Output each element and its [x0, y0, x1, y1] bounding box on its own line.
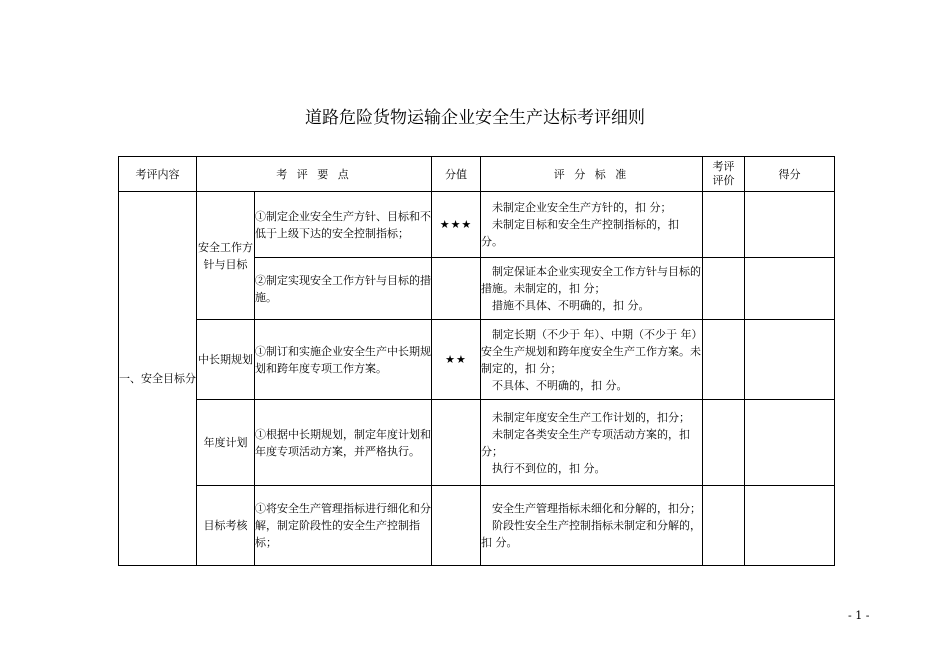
criteria-cell: [481, 320, 703, 400]
criteria-line: 执行不到位的，扣 分。: [492, 461, 606, 475]
point-cell: ①根据中长期规划，制定年度计划和年度专项活动方案，并严格执行。: [255, 400, 432, 486]
table-row: [119, 320, 835, 400]
criteria-line: 阶段性安全生产控制指标未制定和分解的，扣 分。: [481, 519, 701, 549]
evaluation-cell: [703, 258, 745, 320]
sub-item-cell: 目标考核: [197, 486, 255, 566]
result-cell: [745, 320, 835, 400]
header-criteria: 评 分 标 准: [481, 157, 703, 192]
evaluation-cell: [703, 192, 745, 258]
sub-item-cell: 安全工作方针与目标: [197, 192, 255, 320]
category-cell: 一、安全目标分: [119, 192, 197, 566]
score-cell: [432, 486, 481, 566]
evaluation-table: [118, 156, 835, 566]
table-row: [119, 400, 835, 486]
header-score: 分值: [432, 157, 481, 192]
criteria-line: 安全生产管理指标未细化和分解的，扣分；: [492, 502, 701, 515]
result-cell: [745, 400, 835, 486]
sub-item-cell: 中长期规划: [197, 320, 255, 400]
result-cell: [745, 258, 835, 320]
criteria-line: 未制定企业安全生产方针的，扣 分；: [492, 201, 672, 214]
table-row: [119, 486, 835, 566]
point-cell: ①将安全生产管理指标进行细化和分解，制定阶段性的安全生产控制指标；: [255, 486, 432, 566]
criteria-line: 措施不具体、不明确的，扣 分。: [492, 299, 650, 312]
criteria-cell: [481, 258, 703, 320]
criteria-line: 制定长期（不少于 年）、中期（不少于 年）安全生产规划和跨年度安全生产工作方案。未制定的，扣 分；: [481, 327, 701, 375]
sub-item-cell: 年度计划: [197, 400, 255, 486]
criteria-cell: [481, 486, 703, 566]
header-points: 考 评 要 点: [197, 157, 432, 192]
criteria-line: 制定保证本企业实现安全工作方针与目标的措施。未制定的，扣 分；: [481, 265, 701, 295]
result-cell: [745, 192, 835, 258]
header-result: 得分: [745, 157, 835, 192]
page-number: - 1 -: [848, 609, 870, 622]
score-cell: [432, 400, 481, 486]
criteria-cell: [481, 400, 703, 486]
criteria-cell: [481, 192, 703, 258]
header-content: 考评内容: [119, 157, 197, 192]
evaluation-cell: [703, 486, 745, 566]
score-cell: ★★★: [432, 192, 481, 258]
point-cell: ①制定企业安全生产方针、目标和不低于上级下达的安全控制指标；: [255, 192, 432, 258]
criteria-line: 未制定年度安全生产工作计划的，扣分；: [492, 410, 690, 424]
point-cell: ②制定实现安全工作方针与目标的措施。: [255, 258, 432, 320]
criteria-line: 未制定各类安全生产专项活动方案的，扣 分；: [481, 427, 690, 458]
criteria-line: 未制定目标和安全生产控制指标的，扣 分。: [481, 218, 679, 248]
header-evaluation: 考评 评价: [703, 157, 745, 192]
evaluation-cell: [703, 320, 745, 400]
header-row: [119, 157, 835, 192]
evaluation-cell: [703, 400, 745, 486]
score-cell: ★★: [432, 320, 481, 400]
result-cell: [745, 486, 835, 566]
criteria-line: 不具体、不明确的，扣 分。: [492, 378, 628, 392]
score-cell: [432, 258, 481, 320]
point-cell: ①制订和实施企业安全生产中长期规划和跨年度专项工作方案。: [255, 320, 432, 400]
document-title: 道路危险货物运输企业安全生产达标考评细则: [305, 108, 645, 128]
table-row: [119, 192, 835, 258]
